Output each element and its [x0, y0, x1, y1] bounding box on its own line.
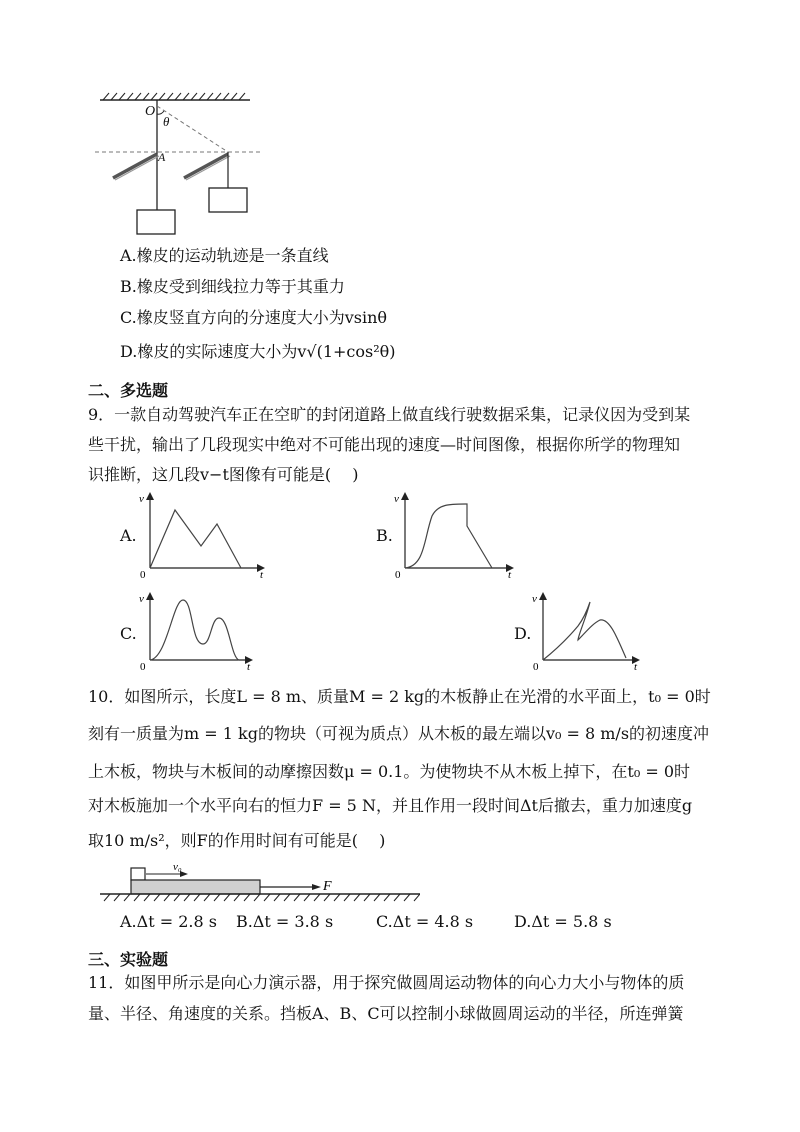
q9-option-b-label: B.	[376, 526, 393, 545]
q10-option-b: B.Δt = 3.8 s	[236, 912, 334, 931]
q10-text-line3: 上木板，物块与木板间的动摩擦因数μ = 0.1。为使物块不从木板上掉下，在t₀ = 0时	[88, 762, 691, 781]
q9-a-axis-t: t	[260, 569, 264, 580]
section-title-multiple-choice: 二、多选题	[88, 381, 169, 400]
q8-option-a: A.橡皮的运动轨迹是一条直线	[120, 246, 329, 265]
q9-option-a-label: A.	[120, 526, 137, 545]
q10-option-a: A.Δt = 2.8 s	[120, 912, 217, 931]
q10-option-d: D.Δt = 5.8 s	[514, 912, 612, 931]
q9-a-origin: 0	[140, 569, 146, 580]
q9-d-axis-v: v	[532, 593, 537, 605]
q9-d-axis-t: t	[634, 661, 638, 672]
q9-d-origin: 0	[533, 661, 539, 672]
q10-text-line4: 对木板施加一个水平向右的恒力F = 5 N，并且作用一段时间Δt后撤去，重力加速度g	[88, 796, 693, 815]
q9-graph-c	[135, 588, 260, 672]
q9-a-axis-v: v	[139, 493, 144, 505]
q9-graph-d	[528, 588, 648, 672]
q8-option-d: D.橡皮的实际速度大小为v√(1+cos²θ)	[120, 342, 396, 361]
q9-text-line2: 些干扰，输出了几段现实中绝对不可能出现的速度—时间图像，根据你所学的物理知	[88, 435, 681, 454]
q10-text-line1: 10．如图所示，长度L = 8 m、质量M = 2 kg的木板静止在光滑的水平面上，t₀ = 0时	[88, 687, 711, 706]
q9-c-origin: 0	[140, 661, 146, 672]
q10-text-line5: 取10 m/s²，则F的作用时间有可能是( )	[88, 831, 386, 850]
q10-board-figure	[100, 860, 420, 902]
q8-option-b: B.橡皮受到细线拉力等于其重力	[120, 277, 345, 296]
q11-text-line1: 11．如图甲所示是向心力演示器，用于探究做圆周运动物体的向心力大小与物体的质	[88, 973, 685, 992]
q9-option-c-label: C.	[120, 624, 137, 643]
q9-b-axis-v: v	[394, 493, 399, 505]
q9-b-axis-t: t	[508, 569, 512, 580]
q9-text-line3: 识推断，这几段v−t图像有可能是( )	[88, 465, 359, 484]
label-a: A	[158, 150, 166, 164]
q10-label-v0: v₀	[173, 861, 182, 873]
q8-pendulum-figure	[95, 92, 270, 237]
q9-text-line1: 9．一款自动驾驶汽车正在空旷的封闭道路上做直线行驶数据采集，记录仪因为受到某	[88, 405, 691, 424]
section-title-experiment: 三、实验题	[88, 950, 169, 969]
q9-b-origin: 0	[395, 569, 401, 580]
q9-option-d-label: D.	[514, 624, 532, 643]
q10-text-line2: 刻有一质量为m = 1 kg的物块（可视为质点）从木板的最左端以v₀ = 8 m/s的初速度冲	[88, 724, 710, 743]
q10-label-f: F	[323, 879, 332, 894]
q8-option-c: C.橡皮竖直方向的分速度大小为vsinθ	[120, 308, 388, 327]
q9-graph-a	[135, 488, 270, 580]
q10-option-c: C.Δt = 4.8 s	[376, 912, 474, 931]
q9-graph-b	[390, 488, 520, 580]
q9-c-axis-t: t	[247, 661, 251, 672]
q11-text-line2: 量、半径、角速度的关系。挡板A、B、C可以控制小球做圆周运动的半径，所连弹簧	[88, 1004, 684, 1023]
q9-c-axis-v: v	[139, 593, 144, 605]
label-o: O	[145, 104, 156, 119]
label-theta: θ	[163, 114, 170, 129]
